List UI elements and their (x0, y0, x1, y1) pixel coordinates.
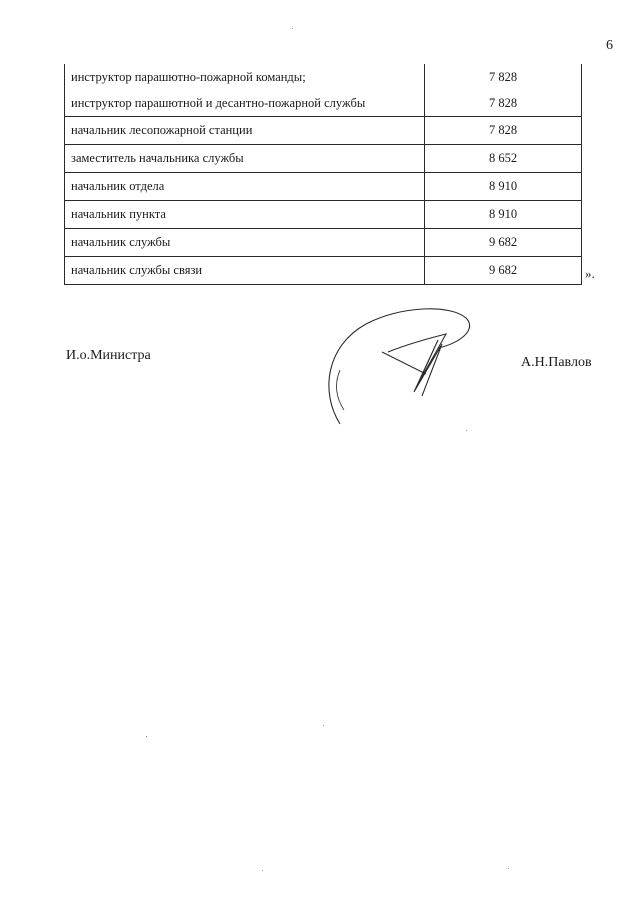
salary-value: 7 828 (488, 70, 518, 84)
position-name: начальник службы (65, 229, 425, 257)
scan-speck (508, 868, 509, 869)
position-name: начальник лесопожарной станции (65, 117, 425, 145)
handwritten-signature (318, 300, 488, 428)
signatory-name: А.Н.Павлов (521, 355, 592, 370)
position-name: начальник пункта (65, 201, 425, 229)
position-name: начальник службы связи (65, 257, 425, 285)
scan-speck (292, 28, 293, 29)
table-row (65, 145, 582, 173)
salary-value-cell (425, 64, 582, 117)
scan-speck (262, 870, 263, 871)
position-name: инструктор парашютно-пожарной команды; (71, 70, 306, 84)
salary-value: 8 652 (425, 145, 582, 173)
scan-speck (323, 725, 324, 726)
salary-value: 9 682 (425, 257, 582, 285)
position-name: начальник отдела (65, 173, 425, 201)
salary-table (64, 64, 582, 285)
position-name: заместитель начальника службы (65, 145, 425, 173)
scan-speck (466, 430, 467, 431)
page-number: 6 (606, 38, 613, 53)
position-name-cell (65, 64, 425, 117)
salary-value: 8 910 (425, 201, 582, 229)
table-row (65, 64, 582, 117)
table-row (65, 117, 582, 145)
signatory-role: И.о.Министра (66, 348, 151, 363)
position-name: инструктор парашютной и десантно-пожарной службы (71, 96, 366, 110)
salary-value: 9 682 (425, 229, 582, 257)
table-row (65, 173, 582, 201)
closing-quote-mark: ». (585, 266, 595, 281)
table-row (65, 229, 582, 257)
table-row (65, 257, 582, 285)
salary-value: 8 910 (425, 173, 582, 201)
table-row (65, 201, 582, 229)
salary-value: 7 828 (425, 117, 582, 145)
salary-value: 7 828 (488, 96, 518, 110)
scan-speck (146, 736, 147, 737)
